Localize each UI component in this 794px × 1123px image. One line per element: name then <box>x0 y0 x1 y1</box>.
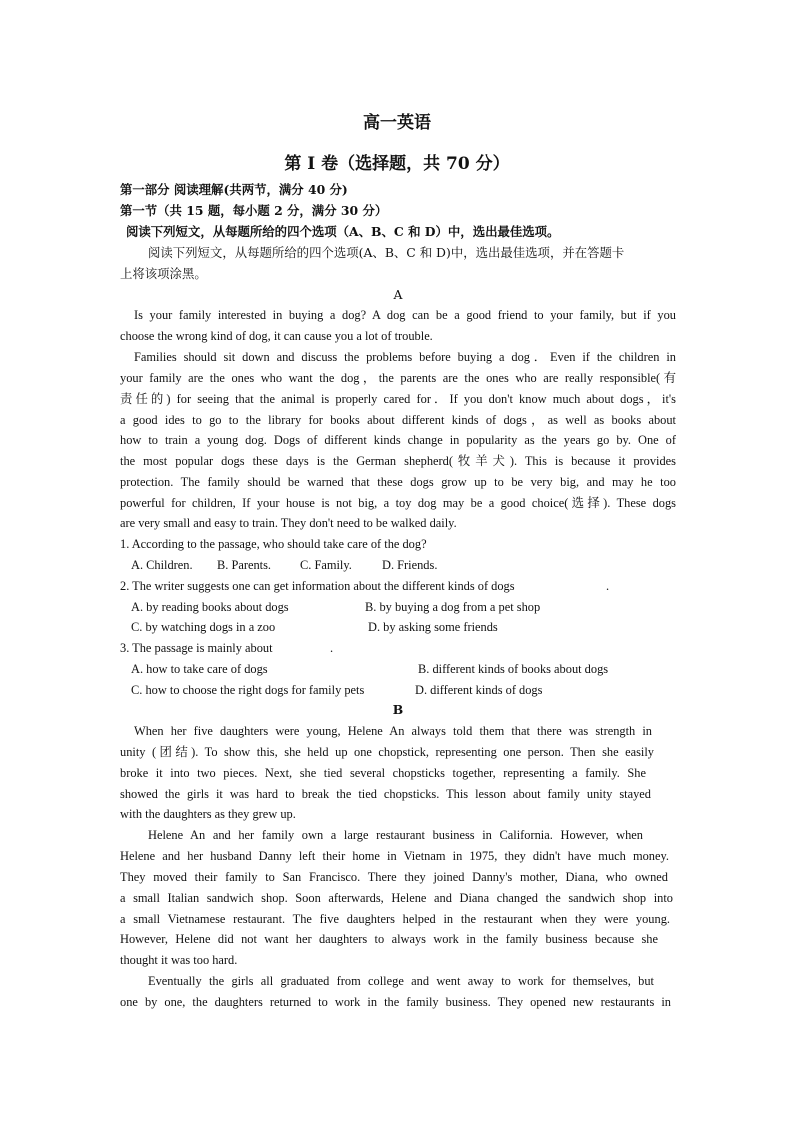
question-option: D. by asking some friends <box>368 620 498 634</box>
question-option: A. how to take care of dogs <box>131 662 268 676</box>
passage-b-line: Helene An and her family own a large restaurant business in California. However, when <box>148 828 643 842</box>
passage-b-line: Helene and her husband Danny left their home in Vietnam in 1975, they didn't have much money. <box>120 849 669 863</box>
part-heading: 第一部分 阅读理解(共两节，满分 40 分) <box>120 182 348 197</box>
passage-b-line: a small Italian sandwich shop. Soon afterwards, Helene and Diana changed the sandwich shop into <box>120 891 673 905</box>
question-option: A. by reading books about dogs <box>131 600 289 614</box>
question-option: A. Children. <box>131 558 193 572</box>
question-stem: 1. According to the passage, who should take care of the dog? <box>120 537 427 551</box>
passage-a-line: protection. The family should be warned that these dogs grow up to be very big, and may he too <box>120 475 676 489</box>
passage-b-line: thought it was too hard. <box>120 953 238 967</box>
passage-b-line: showed the girls it was hard to break the tied chopsticks. This lesson about family unity stayed <box>120 787 651 801</box>
passage-a-line: choose the wrong kind of dog, it can cause you a lot of trouble. <box>120 329 433 343</box>
question-stem-end: . <box>330 641 334 655</box>
section-heading: 第一节（共 15 题，每小题 2 分，满分 30 分） <box>120 203 388 218</box>
question-stem: 2. The writer suggests one can get information about the different kinds of dogs <box>120 579 515 593</box>
passage-a-line: are very small and easy to train. They don't need to be walked daily. <box>120 516 457 530</box>
passage-a-line: a good ides to go to the library for books about different kinds of dogs，as well as books about <box>120 413 676 427</box>
passage-a-line: how to train a young dog. Dogs of different kinds change in popularity as the years go by. One of <box>120 433 676 447</box>
passage-b-line: However, Helene did not want her daughters to always work in the family business because she <box>120 932 658 946</box>
question-option: B. by buying a dog from a pet shop <box>365 600 541 614</box>
question-option: C. Family. <box>300 558 352 572</box>
instruction-line: 上将该项涂黑。 <box>120 266 207 281</box>
passage-b-line: They moved their family to San Francisco. There they joined Danny's mother, Diana, who owned <box>120 870 668 884</box>
page-subtitle: 第 I 卷（选择题，共 70 分） <box>284 154 510 174</box>
instruction-line: 阅读下列短文，从每题所给的四个选项(A、B、C 和 D)中，选出最佳选项，并在答题卡 <box>148 245 625 260</box>
question-option: B. different kinds of books about dogs <box>418 662 609 676</box>
question-stem: 3. The passage is mainly about <box>120 641 273 655</box>
question-stem-end: . <box>606 579 610 593</box>
passage-a-line: your family are the ones who want the dog，the parents are the ones who are really responsible(有 <box>120 371 676 385</box>
passage-b-line: with the daughters as they grew up. <box>120 807 296 821</box>
question-option: C. how to choose the right dogs for family pets <box>131 683 365 697</box>
passage-b-line: one by one, the daughters returned to work in the family business. They opened new restaurants in <box>120 995 671 1009</box>
passage-a-line: Is your family interested in buying a dog? A dog can be a good friend to your family, but if you <box>134 308 676 322</box>
question-option: D. Friends. <box>382 558 438 572</box>
passage-a-line: powerful for children, If your house is not big, a toy dog may be a good choice(选择). These dogs <box>120 496 676 510</box>
passage-b-line: When her five daughters were young, Helene An always told them that there was strength in <box>134 724 652 738</box>
passage-b-line: a small Vietnamese restaurant. The five daughters helped in the restaurant when they were young. <box>120 912 670 926</box>
passage-a-line: Families should sit down and discuss the problems before buying a dog．Even if the children in <box>134 350 676 364</box>
passage-b-line: unity (团结). To show this, she held up one chopstick, representing one person. Then she easily <box>120 745 654 759</box>
passage-b-line: broke it into two pieces. Next, she tied several chopsticks together, representing a family. She <box>120 766 646 780</box>
passage-b-line: Eventually the girls all graduated from college and went away to work for themselves, but <box>148 974 654 988</box>
question-option: B. Parents. <box>217 558 272 572</box>
instruction-bold: 阅读下列短文，从每题所给的四个选项（A、B、C 和 D）中，选出最佳选项。 <box>126 224 560 239</box>
question-option: D. different kinds of dogs <box>415 683 543 697</box>
page-title: 高一英语 <box>363 113 431 133</box>
passage-a-line: the most popular dogs these days is the German shepherd(牧羊犬). This is because it provides <box>120 454 676 468</box>
passage-a-label: A <box>393 287 403 302</box>
question-option: C. by watching dogs in a zoo <box>131 620 276 634</box>
passage-a-line: 责任的) for seeing that the animal is properly cared for．If you don't know much about dogs，it's <box>120 392 676 406</box>
passage-b-label: B <box>392 702 404 717</box>
